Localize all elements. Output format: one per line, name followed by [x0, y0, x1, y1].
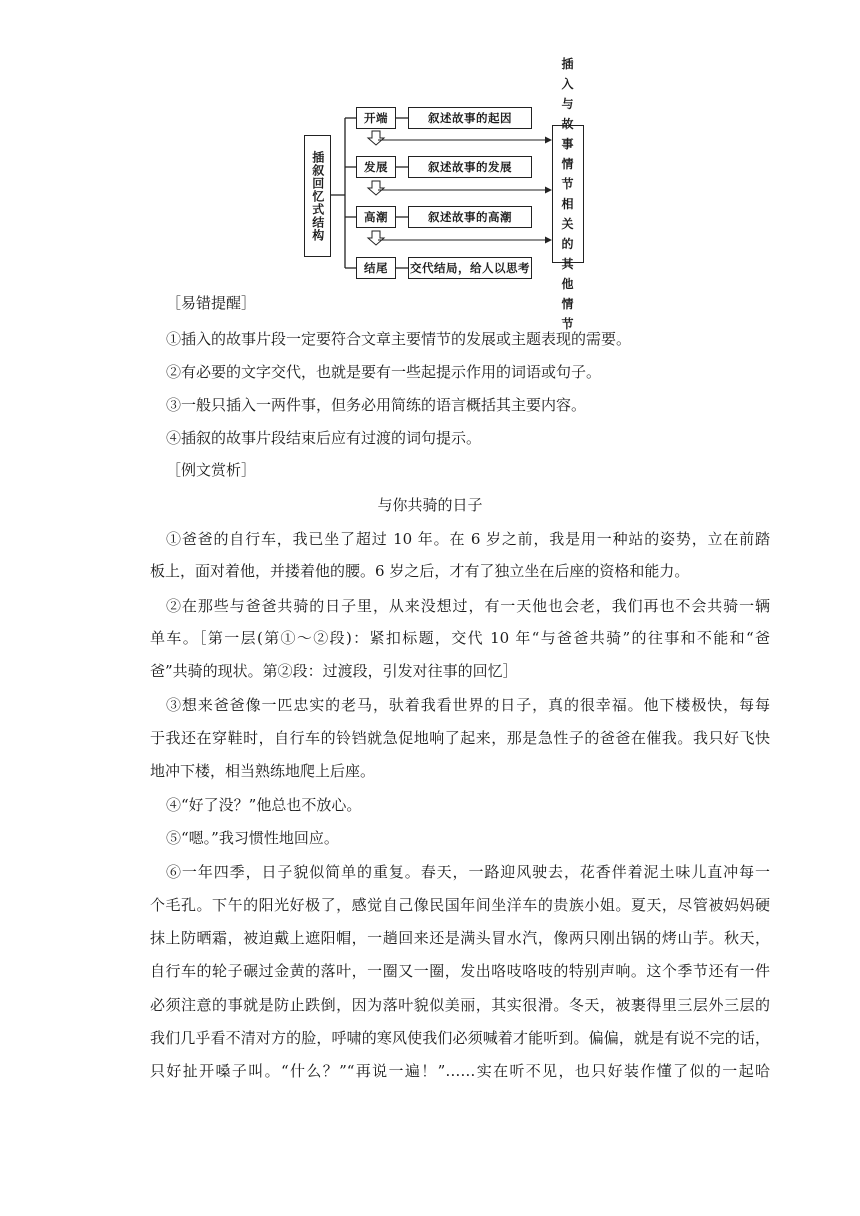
stage-label: 高潮 — [364, 210, 388, 224]
stage-box-3 — [356, 206, 396, 228]
essay-line: ⑥一年四季，日子貌似简单的重复。春天，一路迎风驶去，花香伴着泥土味儿直冲每一 — [166, 863, 770, 881]
essay-line: 必须注意的事就是防止跌倒，因为落叶貌似美丽，其实很滑。冬天，被裹得里三层外三层的 — [150, 996, 770, 1014]
left-structure-label: 插叙回忆式结构 — [310, 150, 325, 242]
example-title: 与你共骑的日子 — [377, 496, 483, 514]
essay-line: 我们几乎看不清对方的脸，呼啸的寒风使我们必须喊着才能听到。偏偏，就是有说不完的话， — [150, 1029, 770, 1047]
essay-line: ③想来爸爸像一匹忠实的老马，驮着我看世界的日子，真的很幸福。他下楼极快，每每 — [166, 696, 770, 714]
stage-desc-4 — [408, 257, 532, 279]
stage-box-4 — [356, 257, 396, 279]
stage-desc-text: 叙述故事的发展 — [428, 160, 512, 174]
stage-label: 开端 — [364, 111, 388, 125]
stage-desc-text: 叙述故事的起因 — [428, 111, 512, 125]
tip-item-1: ①插入的故事片段一定要符合文章主要情节的发展或主题表现的需要。 — [166, 330, 632, 348]
stage-desc-text: 叙述故事的高潮 — [428, 210, 512, 224]
structure-diagram — [300, 57, 590, 331]
example-heading: ［例文赏析］ — [166, 461, 257, 479]
left-structure-box — [304, 135, 331, 257]
tips-heading: ［易错提醒］ — [166, 294, 257, 312]
essay-line: 自行车的轮子碾过金黄的落叶，一圈又一圈，发出咯吱咯吱的特别声响。这个季节还有一件 — [150, 962, 770, 980]
essay-line: ①爸爸的自行车，我已坐了超过 10 年。在 6 岁之前，我是用一种站的姿势，立在前踏 — [166, 530, 770, 548]
essay-line: 只好扯开嗓子叫。“什么？”“再说一遍！”……实在听不见，也只好装作懂了似的一起哈 — [150, 1062, 770, 1080]
essay-line: ②在那些与爸爸共骑的日子里，从来没想过，有一天他也会老，我们再也不会共骑一辆 — [166, 597, 770, 615]
essay-line: 单车。［第一层(第①～②段)：紧扣标题，交代 10 年“与爸爸共骑”的往事和不能和“爸 — [150, 629, 770, 647]
essay-line: 爸”共骑的现状。第②段：过渡段，引发对往事的回忆］ — [150, 662, 518, 680]
tip-item-3: ③一般只插入一两件事，但务必用简练的语言概括其主要内容。 — [166, 396, 587, 414]
stage-desc-text: 交代结局，给人以思考 — [410, 261, 530, 275]
stage-box-1 — [356, 107, 396, 129]
essay-line: 于我还在穿鞋时，自行车的铃铛就急促地响了起来，那是急性子的爸爸在催我。我只好飞快 — [150, 729, 770, 747]
tip-item-4: ④插叙的故事片段结束后应有过渡的词句提示。 — [166, 429, 482, 447]
tip-item-2: ②有必要的文字交代，也就是要有一些起提示作用的词语或句子。 — [166, 363, 602, 381]
stage-desc-3 — [408, 206, 532, 228]
essay-line: ④“好了没？”他总也不放心。 — [166, 796, 362, 814]
stage-label: 结尾 — [364, 261, 388, 275]
stage-desc-1 — [408, 107, 532, 129]
essay-line: 抹上防晒霜，被迫戴上遮阳帽，一趟回来还是满头冒水汽，像两只刚出锅的烤山芋。秋天， — [150, 929, 770, 947]
stage-desc-2 — [408, 156, 532, 178]
stage-label: 发展 — [364, 160, 388, 174]
essay-line: 板上，面对着他，并搂着他的腰。6 岁之后，才有了独立坐在后座的资格和能力。 — [150, 562, 690, 580]
essay-line: 个毛孔。下午的阳光好极了，感觉自己像民国年间坐洋车的贵族小姐。夏天，尽管被妈妈硬 — [150, 896, 770, 914]
right-structure-label: 插入与故事情节相关的其他情节 — [561, 57, 575, 331]
stage-box-2 — [356, 156, 396, 178]
essay-line: ⑤“嗯。”我习惯性地回应。 — [166, 829, 339, 847]
right-structure-box — [552, 57, 584, 331]
essay-line: 地冲下楼，相当熟练地爬上后座。 — [150, 762, 376, 780]
